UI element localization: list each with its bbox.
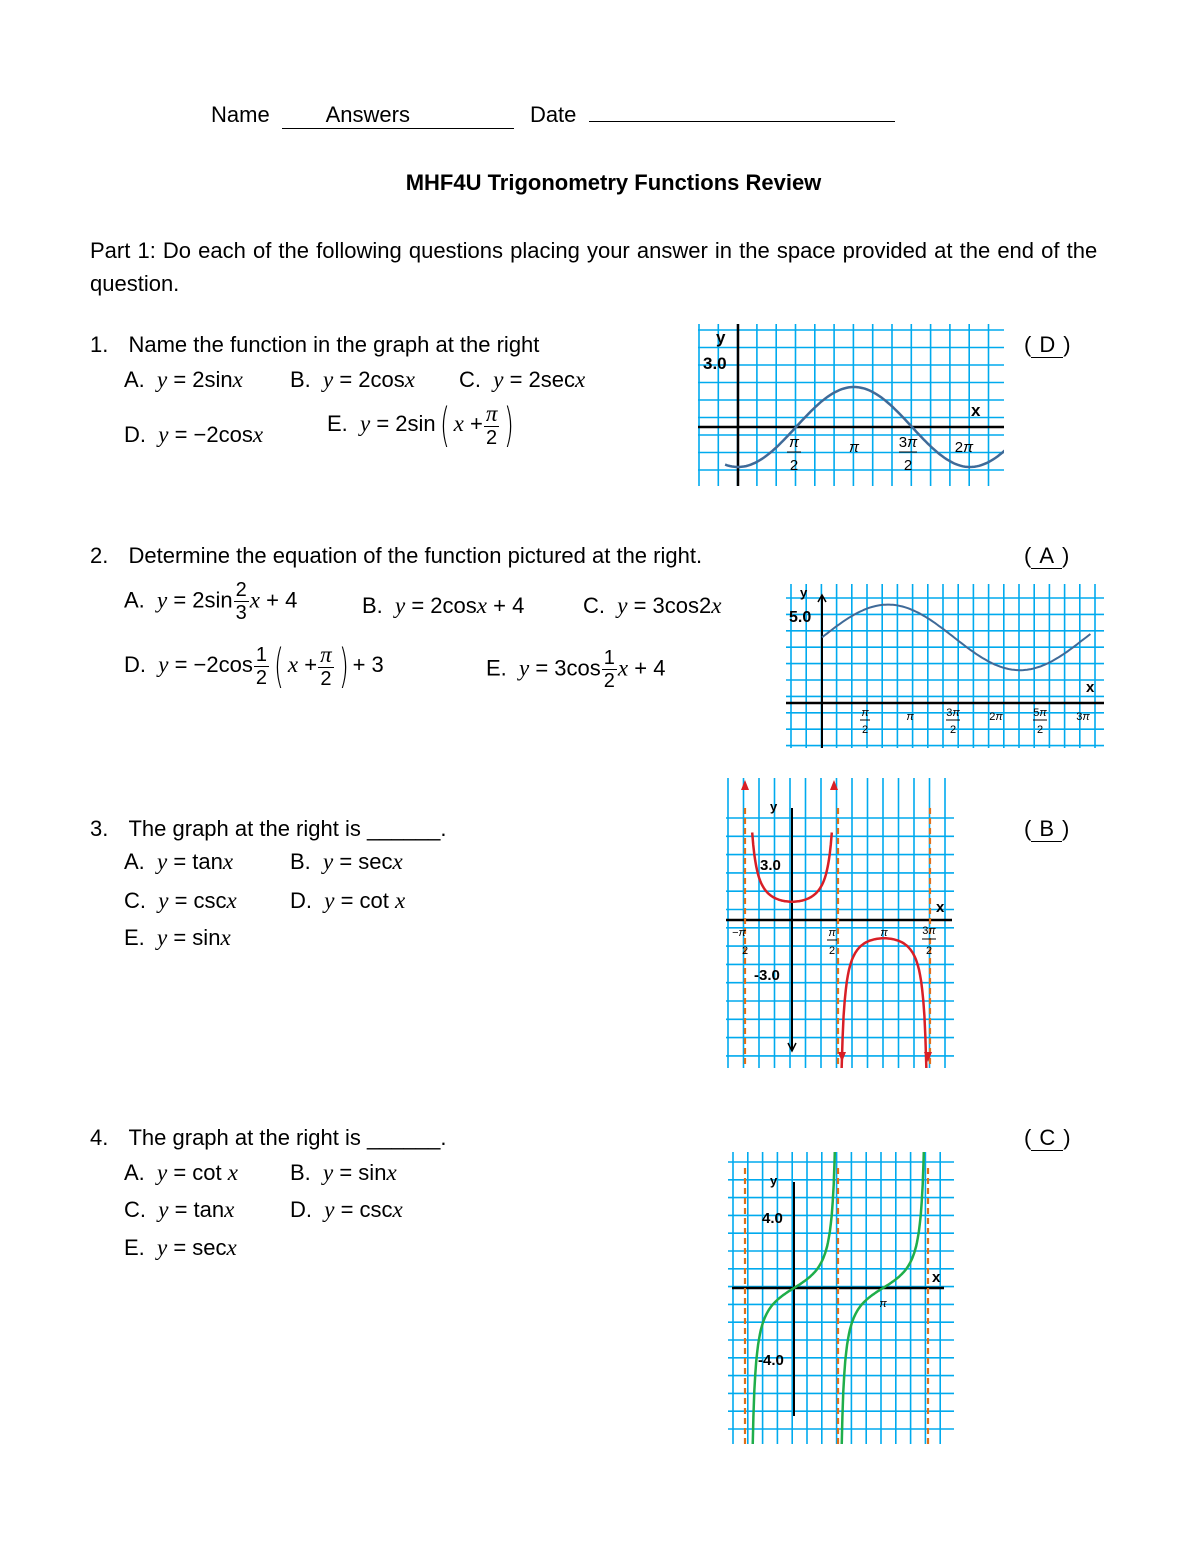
graph-2-y-tick: 5.0 bbox=[789, 609, 812, 626]
graph-3-x-tick-2: π bbox=[828, 927, 836, 939]
graph-1-x-tick-4: 2π bbox=[954, 439, 974, 456]
q4-option-d[interactable]: D. y = cscx bbox=[290, 1197, 403, 1222]
question-text: Name the function in the graph at the right bbox=[128, 332, 540, 357]
graph-4-y-tick-1: 4.0 bbox=[762, 1210, 783, 1227]
q1-option-c[interactable]: C. y = 2secx bbox=[459, 367, 586, 392]
graph-1 bbox=[698, 324, 1004, 486]
graph-3-y-tick-2: -3.0 bbox=[754, 967, 780, 984]
q2-option-a[interactable]: A. y = 2sin $\frac{2}{3}$ x + 4 bbox=[124, 579, 298, 624]
graph-3-y-label: y bbox=[770, 799, 778, 814]
graph-2 bbox=[786, 584, 1104, 748]
q4-option-a[interactable]: A. y = cot x bbox=[124, 1160, 238, 1185]
graph-3-y-tick-1: 3.0 bbox=[760, 857, 781, 874]
question-number: 1. bbox=[90, 332, 109, 357]
answer-value: B bbox=[1031, 816, 1062, 842]
svg-text:2: 2 bbox=[789, 457, 799, 474]
graph-3-x-tick-3: π bbox=[880, 927, 888, 939]
q1-option-d[interactable]: D. y = −2cosx bbox=[124, 422, 264, 447]
answer-3: ( B ) bbox=[1024, 816, 1070, 841]
q2-option-e[interactable]: E. y = 3cos $\frac{1}{2}$ x + 4 bbox=[486, 647, 666, 692]
name-field[interactable] bbox=[282, 102, 514, 129]
graph-4 bbox=[728, 1152, 954, 1444]
question-number: 3. bbox=[90, 816, 109, 841]
name-line bbox=[211, 102, 895, 129]
graph-2-y-label: y bbox=[800, 585, 808, 600]
graph-4-x-tick-1: π bbox=[879, 1298, 887, 1310]
q1-option-b[interactable]: B. y = 2cosx bbox=[290, 367, 415, 392]
graph-1-x-tick-2: π bbox=[848, 439, 860, 456]
graph-1-y-tick: 3.0 bbox=[703, 354, 727, 373]
graph-2-grid bbox=[786, 584, 1104, 748]
graph-1-grid bbox=[698, 324, 1004, 486]
date-field[interactable] bbox=[589, 121, 895, 122]
answer-value: C bbox=[1031, 1125, 1063, 1151]
name-label: Name bbox=[211, 102, 270, 127]
graph-1-y-label: y bbox=[716, 328, 726, 347]
graph-1-x-tick-1: π bbox=[788, 434, 800, 451]
question-4-prompt bbox=[90, 1125, 446, 1151]
graph-2-x-tick-3: 3π bbox=[946, 707, 960, 719]
graph-1-x-tick-3: 3π bbox=[898, 434, 918, 451]
date-label: Date bbox=[529, 102, 577, 127]
graph-1-x-label: x bbox=[971, 401, 981, 420]
answer-value: D bbox=[1031, 332, 1063, 358]
q2-option-b[interactable]: B. y = 2cosx + 4 bbox=[362, 593, 525, 618]
question-3-prompt bbox=[90, 816, 446, 842]
q4-option-b[interactable]: B. y = sinx bbox=[290, 1160, 397, 1185]
graph-2-x-tick-2: π bbox=[906, 711, 914, 723]
question-text: The graph at the right is ______. bbox=[128, 1125, 447, 1150]
graph-2-x-label: x bbox=[1086, 679, 1095, 696]
graph-3 bbox=[726, 778, 954, 1068]
question-number: 4. bbox=[90, 1125, 109, 1150]
answer-value: A bbox=[1031, 543, 1062, 569]
graph-4-y-tick-2: -4.0 bbox=[758, 1352, 784, 1369]
graph-4-x-label: x bbox=[932, 1269, 941, 1286]
q3-option-e[interactable]: E. y = sinx bbox=[124, 925, 231, 950]
page-title: MHF4U Trigonometry Functions Review bbox=[405, 170, 822, 195]
answer-1: ( D ) bbox=[1024, 332, 1071, 357]
question-text: Determine the equation of the function pictured at the right. bbox=[128, 543, 703, 568]
graph-3-grid bbox=[726, 778, 954, 1068]
graph-4-y-label: y bbox=[770, 1173, 778, 1188]
answer-2: ( A ) bbox=[1024, 543, 1070, 568]
graph-3-x-tick-1: −π bbox=[732, 927, 746, 939]
graph-3-x-label: x bbox=[936, 899, 945, 916]
svg-text:2: 2 bbox=[1036, 724, 1044, 736]
q1-option-e[interactable]: E. y = 2sin( x + $\frac{\pi}{2}$ ) bbox=[327, 398, 515, 452]
graph-2-x-tick-1: π bbox=[861, 707, 869, 719]
q3-option-a[interactable]: A. y = tanx bbox=[124, 849, 234, 874]
name-value: Answers bbox=[325, 102, 410, 127]
graph-3-x-tick-4: 3π bbox=[922, 925, 936, 937]
svg-text:2: 2 bbox=[741, 945, 749, 957]
graph-2-x-tick-4: 2π bbox=[989, 711, 1003, 723]
q1-option-a[interactable]: A. y = 2sinx bbox=[124, 367, 243, 392]
q2-option-c[interactable]: C. y = 3cos2x bbox=[583, 593, 722, 618]
q3-option-c[interactable]: C. y = cscx bbox=[124, 888, 237, 913]
part1-instructions: Part 1: Do each of the following questions placing your answer in the space provided at the end of the question. bbox=[90, 238, 1098, 296]
q2-option-d[interactable]: D. y = −2cos $\frac{1}{2}$ ( x + $\frac{\pi}{2}$ ) + 3 bbox=[124, 639, 384, 693]
svg-text:2: 2 bbox=[903, 457, 913, 474]
svg-text:2: 2 bbox=[828, 945, 836, 957]
q4-option-c[interactable]: C. y = tanx bbox=[124, 1197, 235, 1222]
answer-4: ( C ) bbox=[1024, 1125, 1071, 1150]
svg-text:2: 2 bbox=[861, 724, 869, 736]
question-number: 2. bbox=[90, 543, 109, 568]
question-text: The graph at the right is ______. bbox=[128, 816, 447, 841]
graph-4-grid bbox=[728, 1152, 954, 1444]
q3-option-b[interactable]: B. y = secx bbox=[290, 849, 403, 874]
svg-text:2: 2 bbox=[925, 945, 933, 957]
graph-2-x-tick-6: 3π bbox=[1076, 711, 1090, 723]
question-1-prompt bbox=[90, 332, 539, 358]
q3-option-d[interactable]: D. y = cot x bbox=[290, 888, 406, 913]
graph-2-x-tick-5: 5π bbox=[1033, 707, 1047, 719]
svg-text:2: 2 bbox=[949, 724, 957, 736]
question-2-prompt bbox=[90, 543, 702, 569]
q4-option-e[interactable]: E. y = secx bbox=[124, 1235, 237, 1260]
